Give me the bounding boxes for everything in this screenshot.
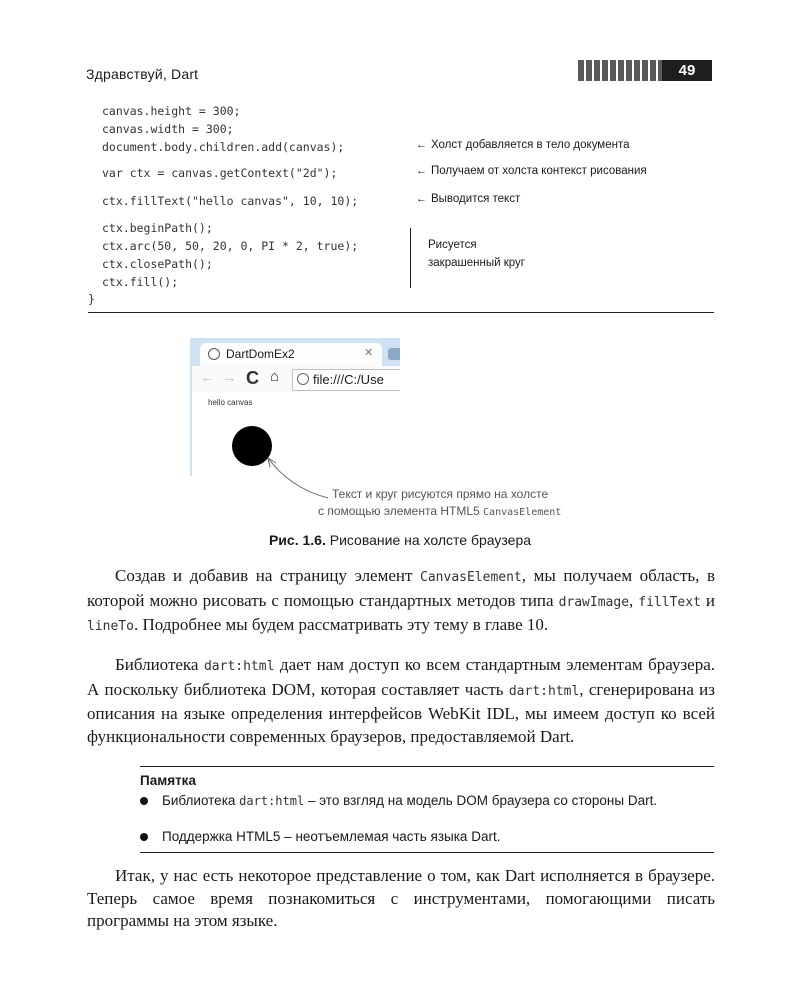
inline-code: dart:html [203, 659, 275, 674]
left-arrow-icon: ← [416, 193, 427, 205]
code-line: ctx.fillText("hello canvas", 10, 10); [102, 194, 359, 208]
inline-code: drawImage [558, 594, 630, 610]
callout-text: Текст и круг рисуются прямо на холсте [332, 487, 549, 501]
inline-code: CanvasElement [420, 570, 522, 585]
text-run: и [700, 590, 715, 610]
inline-code: lineTo [87, 619, 134, 634]
inline-code: fillText [638, 594, 701, 610]
callout-text [318, 504, 561, 518]
inline-code: dart:html [239, 794, 305, 808]
inline-code: dart:html [508, 683, 580, 699]
code-annotation [416, 165, 647, 177]
running-head: Здравствуй, Dart [86, 66, 199, 82]
text-run: Библиотека [162, 793, 240, 808]
header-stripes [578, 60, 662, 81]
left-arrow-icon: ← [416, 165, 427, 177]
callout-text-prefix: с помощью элемента HTML5 [318, 504, 484, 518]
note-item-text: Поддержка HTML5 – неотъемлемая часть языка Dart. [162, 829, 501, 844]
code-line: ctx.arc(50, 50, 20, 0, PI * 2, true); [102, 239, 359, 253]
code-line: var ctx = canvas.getContext("2d"); [102, 166, 338, 180]
annotation-text: Выводится текст [431, 193, 521, 205]
note-item-text [162, 792, 712, 810]
caption-label: Рис. 1.6. [268, 532, 326, 548]
text-run: дает нам доступ ко всем стандартным элементам браузера. А поскольку библиотека DOM, которая составляет часть [87, 655, 715, 699]
home-icon: ⌂ [270, 369, 280, 385]
code-divider [88, 312, 714, 313]
note-title: Памятка [140, 773, 196, 788]
annotation-text: Получаем от холста контекст рисования [431, 165, 647, 177]
code-line: canvas.height = 300; [102, 104, 241, 118]
code-annotation: закрашенный круг [428, 257, 525, 269]
bullet-icon [140, 833, 148, 841]
figure-caption [0, 532, 800, 548]
back-arrow-icon: ← [200, 370, 215, 386]
note-top-rule [140, 766, 714, 767]
reload-icon: C [246, 368, 259, 388]
figure-screenshot [190, 338, 610, 523]
text-run: , сгенерирована из описания на языке определения интерфейсов WebKit IDL, мы имеем доступ ко всей функциональности современных браузеров, предоставляемой Dart. [87, 679, 715, 746]
code-line: document.body.children.add(canvas); [102, 140, 345, 154]
text-run: , мы получаем область, в которой можно рисовать с помощью стандартных методов типа [87, 566, 715, 610]
text-run: Библиотека [115, 655, 204, 674]
code-line: ctx.closePath(); [102, 257, 213, 271]
note-bottom-rule [140, 852, 714, 853]
forward-arrow-icon: → [222, 370, 237, 386]
text-run: – это взгляд на модель DOM браузера со стороны Dart. [304, 793, 658, 808]
close-icon: ✕ [364, 347, 374, 359]
caption-text: Рисование на холсте браузера [325, 532, 532, 548]
callout-code: CanvasElement [483, 507, 562, 518]
bullet-icon [140, 797, 148, 805]
annotation-bracket [410, 228, 411, 288]
code-annotation [416, 193, 520, 205]
annotation-text: Холст добавляется в тело документа [431, 139, 630, 151]
text-run: Создав и добавив на страницу элемент [115, 566, 421, 585]
body-paragraph: Итак, у нас есть некоторое представление о том, как Dart исполняется в браузере. Теперь самое время познакомиться с инструментами, помогающими писать программы на этом языке. [87, 866, 715, 930]
text-run: . Подробнее мы будем рассматривать эту тему в главе 10. [133, 615, 549, 634]
code-line: ctx.beginPath(); [102, 221, 213, 235]
code-annotation: Рисуется [428, 239, 477, 251]
canvas-text: hello canvas [208, 398, 253, 407]
url-text: file:///C:/Use [313, 372, 384, 387]
code-line: canvas.width = 300; [102, 122, 234, 136]
page-number-bar [578, 60, 712, 81]
text-run: , [629, 590, 639, 610]
tab-title: DartDomEx2 [226, 347, 295, 361]
left-arrow-icon: ← [416, 139, 427, 151]
body-paragraph [87, 654, 715, 748]
code-line: } [88, 292, 95, 306]
body-paragraph [87, 565, 715, 639]
page-number: 49 [662, 60, 712, 81]
code-line: ctx.fill(); [102, 275, 179, 289]
code-annotation [416, 139, 630, 151]
